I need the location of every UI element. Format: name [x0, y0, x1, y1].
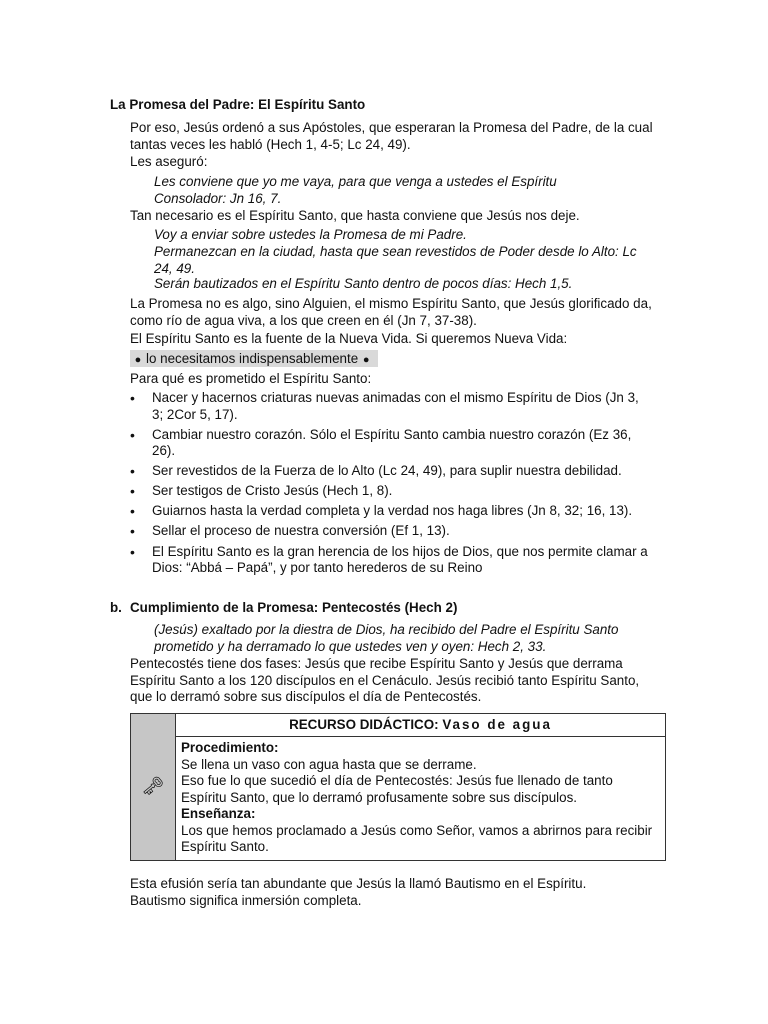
paragraph: Bautismo significa inmersión completa.	[130, 893, 362, 908]
teaching-label: Enseñanza:	[181, 806, 256, 821]
procedure-step: Se llena un vaso con agua hasta que se derrame.	[181, 756, 477, 772]
section-b-title: b. Cumplimiento de la Promesa: Pentecostés (Hech 2)	[110, 600, 458, 615]
procedure-label: Procedimiento:	[181, 740, 279, 755]
paragraph: Por eso, Jesús ordenó a sus Apóstoles, que esperaran la Promesa del Padre, de la cual tantas veces les habló (Hech 1, 4-5; Lc 24, 49).	[130, 120, 653, 152]
teaching-text: Los que hemos proclamado a Jesús como Señor, vamos a abrirnos para recibir Espíritu Santo.	[181, 822, 653, 854]
highlight-text: lo necesitamos indispensablemente	[146, 351, 359, 366]
paragraph: Tan necesario es el Espíritu Santo, que hasta conviene que Jesús nos deje.	[130, 208, 580, 223]
quote: Les conviene que yo me vaya, para que venga a ustedes el Espíritu Consolador: Jn 16, 7.	[154, 174, 557, 206]
paragraph: El Espíritu Santo es la fuente de la Nueva Vida. Si queremos Nueva Vida:	[130, 331, 568, 346]
section-a-title: La Promesa del Padre: El Espíritu Santo	[110, 97, 366, 112]
list-item: • Guiarnos hasta la verdad completa y la verdad nos haga libres (Jn 8, 32; 16, 13).	[130, 503, 665, 520]
paragraph: Para qué es prometido el Espíritu Santo:	[130, 371, 372, 386]
key-icon: 🗝	[131, 714, 176, 861]
purpose-list	[130, 390, 665, 580]
paragraph: Esta efusión sería tan abundante que Jesús la llamó Bautismo en el Espíritu.	[130, 876, 587, 891]
resource-box-body	[176, 737, 666, 861]
quote: Permanezcan en la ciudad, hasta que sean revestidos de Poder desde lo Alto: Lc 24, 49.	[154, 244, 637, 276]
quote: (Jesús) exaltado por la diestra de Dios, ha recibido del Padre el Espíritu Santo prometido y ha derramado lo que ustedes ven y oyen: Hech 2, 33.	[154, 622, 619, 654]
paragraph: Les aseguró:	[130, 154, 208, 169]
resource-box	[130, 713, 666, 861]
procedure-step: Eso fue lo que sucedió el día de Pentecostés: Jesús fue llenado de tanto Espíritu Santo, que lo derramó profusamente sobre sus discípulos.	[181, 773, 613, 805]
list-item: • Sellar el proceso de nuestra conversión (Ef 1, 13).	[130, 523, 665, 540]
resource-box-header: RECURSO DIDÁCTICO: Vaso de agua	[176, 714, 666, 737]
paragraph: Pentecostés tiene dos fases: Jesús que recibe Espíritu Santo y Jesús que derrama Espíritu Santo a los 120 discípulos en el Cenáculo. Jesús recibió tanto Espíritu Santo, que lo derramó sobre sus discípulos el día de Pentecostés.	[130, 656, 640, 704]
paragraph: La Promesa no es algo, sino Alguien, el mismo Espíritu Santo, que Jesús glorificado da, como río de agua viva, a los que creen en él (Jn 7, 37-38).	[130, 296, 652, 328]
list-item: • Cambiar nuestro corazón. Sólo el Espíritu Santo cambia nuestro corazón (Ez 36, 26).	[130, 427, 647, 460]
list-item: • Ser testigos de Cristo Jesús (Hech 1, 8).	[130, 483, 665, 500]
list-item: • Nacer y hacernos criaturas nuevas animadas con el mismo Espíritu de Dios (Jn 3, 3; 2Cor 5, 17).	[130, 390, 647, 423]
speaking-head-icon: ●	[362, 354, 370, 366]
list-item: • El Espíritu Santo es la gran herencia de los hijos de Dios, que nos permite clamar a Dios: “Abbá – Papá”, y por tanto herederos de su Reino	[130, 544, 662, 577]
speaking-head-icon: ●	[134, 354, 142, 366]
quote: Voy a enviar sobre ustedes la Promesa de mi Padre.	[154, 227, 467, 242]
highlighted-phrase	[130, 350, 378, 367]
list-item: • Ser revestidos de la Fuerza de lo Alto (Lc 24, 49), para suplir nuestra debilidad.	[130, 463, 665, 480]
quote: Serán bautizados en el Espíritu Santo dentro de pocos días: Hech 1,5.	[154, 276, 573, 291]
